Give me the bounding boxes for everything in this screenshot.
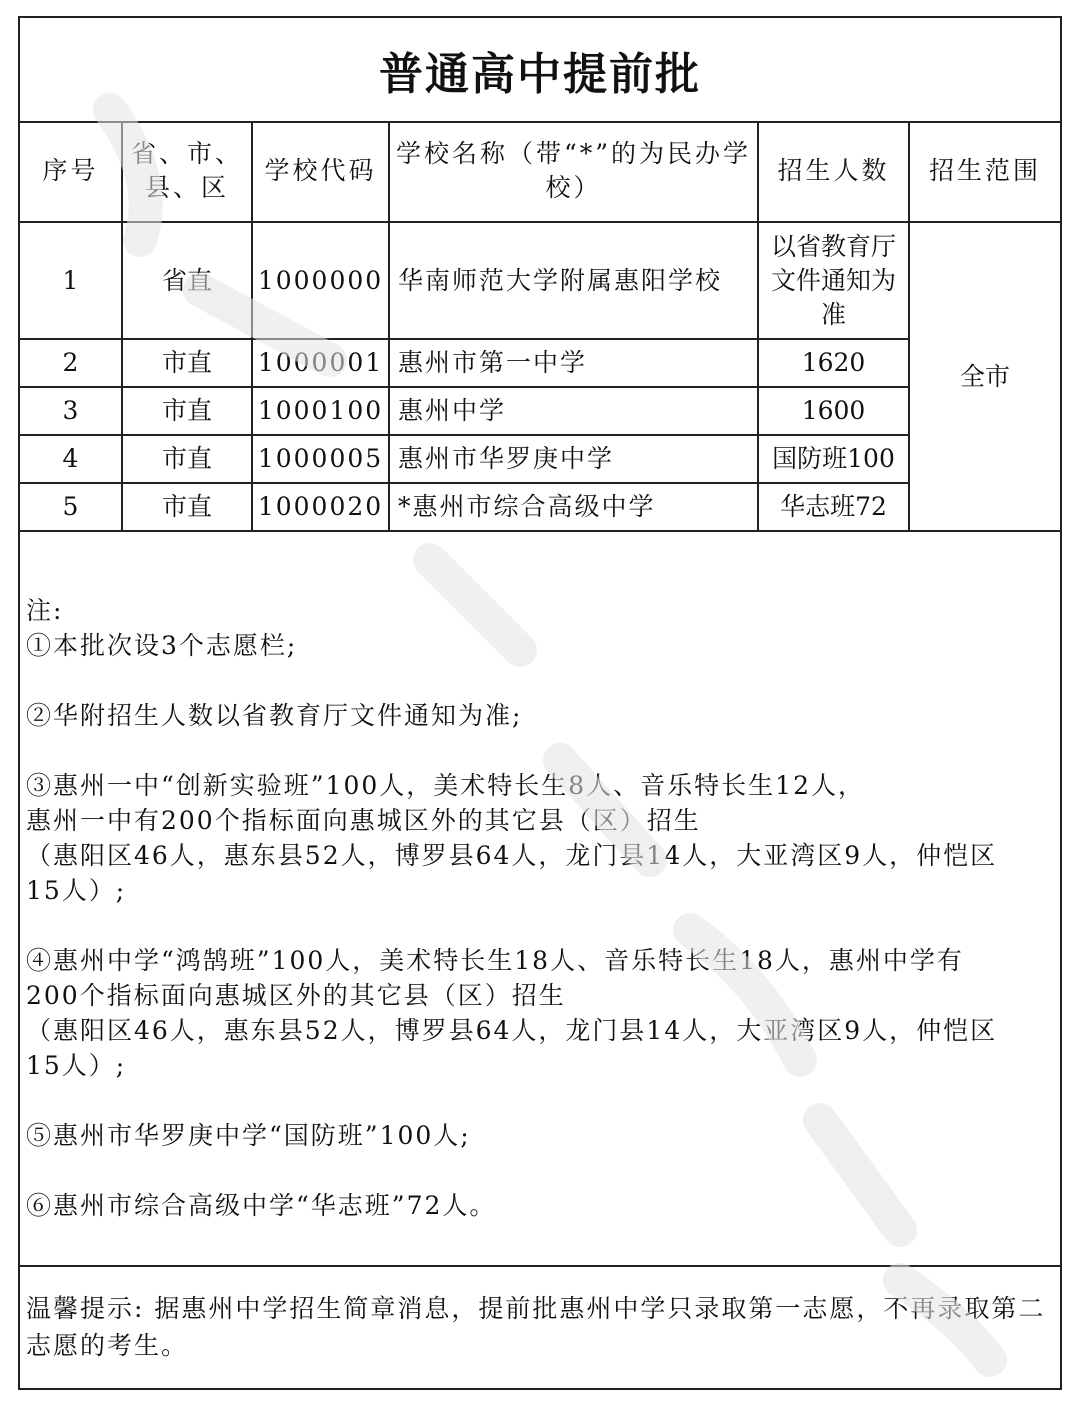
notes-section — [26, 593, 1056, 1223]
col-header-level: 省、市、县、区 — [122, 121, 252, 222]
cell-level: 市直 — [122, 483, 252, 531]
note-3-line-2: 惠州一中有200个指标面向惠城区外的其它县（区）招生 — [26, 806, 701, 835]
table-row — [20, 339, 1060, 387]
page-title: 普通高中提前批 — [20, 18, 1060, 123]
cell-code: 1000005 — [252, 435, 389, 483]
note-2: ②华附招生人数以省教育厅文件通知为准; — [26, 701, 523, 730]
cell-quota: 1600 — [758, 387, 909, 435]
note-4-line-4: 15人）; — [26, 1051, 127, 1080]
table-header-row — [20, 121, 1060, 222]
col-header-quota: 招生人数 — [758, 121, 909, 222]
cell-level: 市直 — [122, 435, 252, 483]
cell-code: 1000020 — [252, 483, 389, 531]
cell-school-name: 华南师范大学附属惠阳学校 — [389, 222, 758, 339]
section-divider — [20, 1265, 1060, 1267]
note-5: ⑤惠州市华罗庚中学“国防班”100人; — [26, 1121, 471, 1150]
note-4-line-1: ④惠州中学“鸿鹄班”100人，美术特长生18人、音乐特长生18人，惠州中学有 — [26, 946, 964, 975]
cell-level: 市直 — [122, 387, 252, 435]
cell-school-name: *惠州市综合高级中学 — [389, 483, 758, 531]
cell-school-name: 惠州市第一中学 — [389, 339, 758, 387]
cell-quota: 华志班72 — [758, 483, 909, 531]
note-3-line-1: ③惠州一中“创新实验班”100人，美术特长生8人、音乐特长生12人， — [26, 771, 865, 800]
school-table — [20, 121, 1060, 532]
cell-code: 1000000 — [252, 222, 389, 339]
cell-no: 5 — [20, 483, 122, 531]
table-row — [20, 483, 1060, 531]
cell-no: 4 — [20, 435, 122, 483]
cell-code: 1000001 — [252, 339, 389, 387]
cell-quota: 国防班100 — [758, 435, 909, 483]
note-1: ①本批次设3个志愿栏; — [26, 631, 298, 660]
cell-scope: 全市 — [909, 222, 1060, 531]
col-header-scope: 招生范围 — [909, 121, 1060, 222]
cell-school-name: 惠州市华罗庚中学 — [389, 435, 758, 483]
note-3-line-4: 15人）; — [26, 876, 127, 905]
note-6: ⑥惠州市综合高级中学“华志班”72人。 — [26, 1191, 497, 1220]
cell-no: 1 — [20, 222, 122, 339]
table-row — [20, 435, 1060, 483]
col-header-no: 序号 — [20, 121, 122, 222]
note-4-line-3: （惠阳区46人，惠东县52人，博罗县64人，龙门县14人，大亚湾区9人，仲恺区 — [26, 1016, 998, 1045]
cell-level: 市直 — [122, 339, 252, 387]
cell-code: 1000100 — [252, 387, 389, 435]
note-3-line-3: （惠阳区46人，惠东县52人，博罗县64人，龙门县14人，大亚湾区9人，仲恺区 — [26, 841, 998, 870]
cell-no: 3 — [20, 387, 122, 435]
admission-sheet — [18, 16, 1062, 1390]
col-header-code: 学校代码 — [252, 121, 389, 222]
cell-school-name: 惠州中学 — [389, 387, 758, 435]
table-row — [20, 387, 1060, 435]
col-header-name: 学校名称（带“*”的为民办学校） — [389, 121, 758, 222]
warm-tip: 温馨提示: 据惠州中学招生简章消息，提前批惠州中学只录取第一志愿，不再录取第二志愿的考生。 — [26, 1294, 1046, 1360]
cell-quota: 1620 — [758, 339, 909, 387]
table-row — [20, 222, 1060, 339]
note-4-line-2: 200个指标面向惠城区外的其它县（区）招生 — [26, 981, 566, 1010]
cell-no: 2 — [20, 339, 122, 387]
notes-label: 注: — [26, 596, 64, 625]
cell-level: 省直 — [122, 222, 252, 339]
cell-quota: 以省教育厅文件通知为准 — [758, 222, 909, 339]
